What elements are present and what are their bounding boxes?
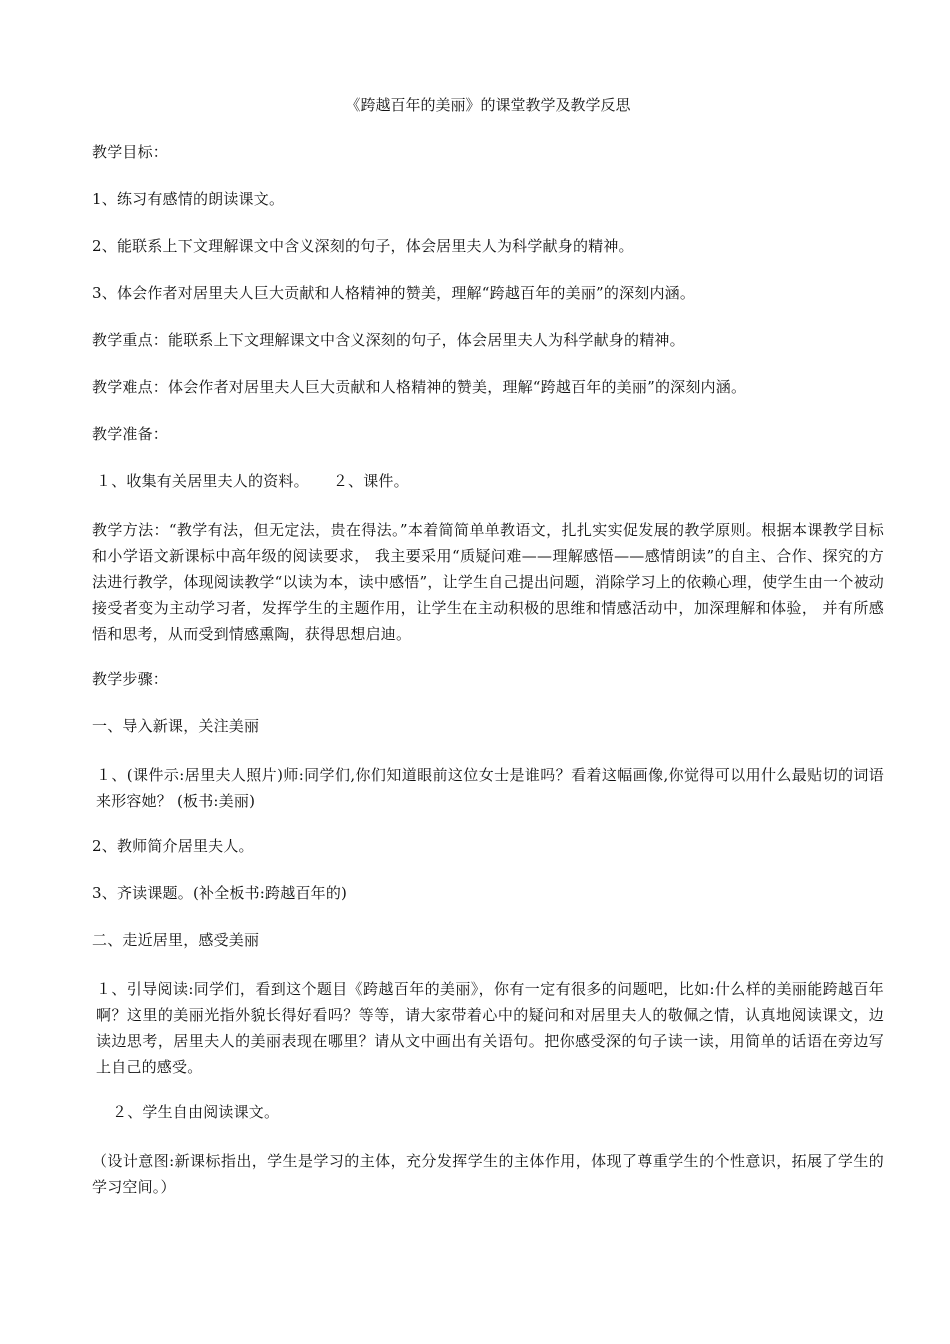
document-title: 《跨越百年的美丽》的课堂教学及教学反思 [345, 96, 631, 114]
section-2-item-1: １、引导阅读:同学们，看到这个题目《跨越百年的美丽》，你有一定有很多的问题吧，比如:什么样的美丽能跨越百年啊？这里的美丽光指外貌长得好看吗？等等，请大家带着心中的疑问和对居里夫人的敬佩之情，认真地阅读课文，边读边思考，居里夫人的美丽表现在哪里？请从文中画出有关语句。把你感受深的句子读一读，用简单的话语在旁边写上自己的感受。 [96, 980, 884, 1076]
design-note: （设计意图:新课标指出，学生是学习的主体，充分发挥学生的主体作用，体现了尊重学生的个性意识，拓展了学生的学习空间。） [92, 1152, 884, 1196]
prep-heading: 教学准备： [92, 425, 169, 443]
section-2-item-2: ２、学生自由阅读课文。 [112, 1103, 280, 1121]
steps-heading: 教学步骤： [92, 670, 169, 688]
section-1-item-2: 2、教师简介居里夫人。 [92, 837, 254, 855]
difficulty: 教学难点：体会作者对居里夫人巨大贡献和人格精神的赞美，理解“跨越百年的美丽”的深刻内涵。 [92, 378, 747, 396]
section-1-heading: 一、导入新课，关注美丽 [92, 717, 260, 735]
prep-items [92, 470, 884, 492]
key-point: 教学重点：能联系上下文理解课文中含义深刻的句子，体会居里夫人为科学献身的精神。 [92, 331, 685, 349]
goal-item-3: 3、体会作者对居里夫人巨大贡献和人格精神的赞美，理解“跨越百年的美丽”的深刻内涵。 [92, 284, 696, 302]
section-1-item-3: 3、齐读课题。(补全板书:跨越百年的) [92, 884, 348, 902]
section-2-heading: 二、走近居里，感受美丽 [92, 931, 260, 949]
prep-item-2: ２、课件。 [332, 472, 409, 490]
prep-item-1: １、收集有关居里夫人的资料。 [96, 472, 309, 490]
section-1-item-1: １、(课件示:居里夫人照片)师:同学们,你们知道眼前这位女士是谁吗？看着这幅画像,你觉得可以用什么最贴切的词语来形容她？ (板书:美丽) [96, 766, 884, 810]
goal-item-1: 1、练习有感情的朗读课文。 [92, 190, 285, 208]
teaching-method: 教学方法：“教学有法，但无定法，贵在得法。”本着简简单单教语文，扎扎实实促发展的教学原则。根据本课教学目标和小学语文新课标中高年级的阅读要求， 我主要采用“质疑问难——理解感悟——感情朗读”的自主、合作、探究的方法进行教学，体现阅读教学“以读为本，读中感悟”，让学生自己提出问题，消除学习上的依赖心理，使学生由一个被动接受者变为主动学习者，发挥学生的主题作用，让学生在主动积极的思维和情感活动中，加深理解和体验， 并有所感悟和思考，从而受到情感熏陶，获得思想启迪。 [92, 521, 884, 643]
goal-item-2: 2、能联系上下文理解课文中含义深刻的句子，体会居里夫人为科学献身的精神。 [92, 237, 634, 255]
goals-heading: 教学目标： [92, 143, 169, 161]
document-page [92, 94, 884, 1221]
